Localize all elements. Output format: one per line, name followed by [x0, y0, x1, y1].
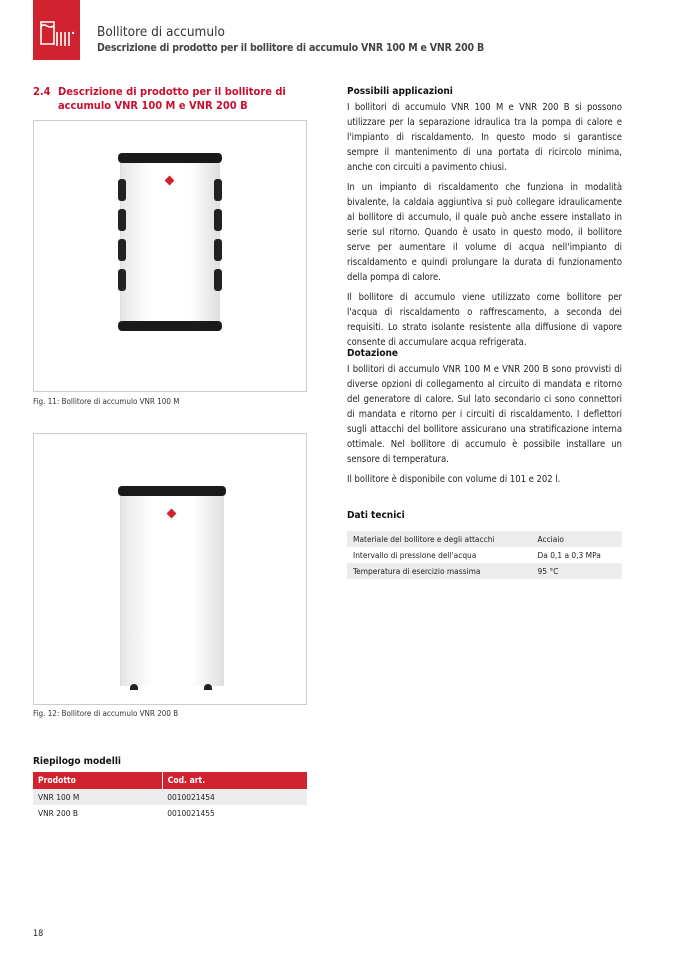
- tech-table: [347, 531, 622, 579]
- equipment-section: [347, 346, 622, 492]
- brand-logo: [33, 0, 80, 60]
- figure-caption: Fig. 12: Bollitore di accumulo VNR 200 B: [33, 709, 179, 718]
- page-number: 18: [33, 929, 44, 939]
- paragraph: I bollitori di accumulo VNR 100 M e VNR 200 B si possono utilizzare per la separazione idraulica tra la pompa di calore e l'impianto di riscaldamento. In questo modo si garantisce sempre il mantenimento di una portata di ricircolo minima, anche con circuiti a pavimento chiusi.: [347, 102, 622, 173]
- equipment-heading: Dotazione: [347, 348, 399, 359]
- table-row: [347, 547, 622, 563]
- tech-heading: Dati tecnici: [347, 510, 405, 521]
- figure-caption: Fig. 11: Bollitore di accumulo VNR 100 M: [33, 397, 180, 406]
- spec-value: Da 0,1 a 0,3 MPa: [537, 550, 601, 560]
- paragraph: Il bollitore è disponibile con volume di 101 e 202 l.: [347, 474, 561, 485]
- figure-vnr-100-m: [33, 120, 307, 392]
- models-table: [33, 772, 307, 821]
- spec-value: 95 °C: [537, 566, 559, 576]
- spec-label: Temperatura di esercizio massima: [353, 566, 481, 576]
- spec-label: Materiale del bollitore e degli attacchi: [353, 534, 495, 544]
- code-cell: 0010021454: [167, 792, 215, 802]
- product-cell: VNR 200 B: [38, 808, 78, 818]
- models-heading: Riepilogo modelli: [33, 756, 121, 767]
- section-title: [33, 85, 293, 113]
- table-row: [347, 531, 622, 547]
- table-row: [33, 789, 307, 805]
- section-number: 2.4: [33, 85, 51, 98]
- tank-image: [120, 490, 224, 686]
- code-cell: 0010021455: [167, 808, 215, 818]
- column-header: Prodotto: [33, 772, 162, 789]
- paragraph: I bollitori di accumulo VNR 100 M e VNR 200 B sono provvisti di diverse opzioni di collegamento al circuito di mandata e ritorno del generatore di calore. Sul lato secondario ci sono connettori di mandata e ritorno per i circuiti di riscaldamento. I deflettori sugli attacchi del bollitore assicurano una stratificazione interna ottimale. Nel bollitore di accumulo è possibile installare un sensore di temperatura.: [347, 364, 622, 465]
- table-row: [347, 563, 622, 579]
- column-header: Cod. art.: [162, 772, 307, 789]
- spec-value: Acciaio: [537, 534, 564, 544]
- applications-heading: Possibili applicazioni: [347, 86, 453, 97]
- table-row: [33, 805, 307, 821]
- paragraph: Il bollitore di accumulo viene utilizzato come bollitore per l'acqua di riscaldamento o raffrescamento, a seconda dei requisiti. Lo strato isolante resistente alla diffusione di vapore consente di accumulare acqua refrigerata.: [347, 292, 622, 348]
- header-title: Bollitore di accumulo: [97, 24, 225, 40]
- figure-vnr-200-b: [33, 433, 307, 705]
- product-cell: VNR 100 M: [38, 792, 80, 802]
- section-title-text: Descrizione di prodotto per il bollitore di accumulo VNR 100 M e VNR 200 B: [58, 85, 286, 112]
- applications-section: [347, 84, 622, 355]
- header-subtitle: Descrizione di prodotto per il bollitore di accumulo VNR 100 M e VNR 200 B: [97, 42, 484, 54]
- spec-label: Intervallo di pressione dell'acqua: [353, 550, 477, 560]
- paragraph: In un impianto di riscaldamento che funziona in modalità bivalente, la caldaia aggiuntiva si può collegare idraulicamente al bollitore di accumulo, il quale può anche essere installato in serie sul ritorno. Quando è usato in questo modo, il bollitore serve per aumentare il volume di acqua nell'impianto di riscaldamento e quindi prolungare la durata di funzionamento della pompa di calore.: [347, 182, 622, 283]
